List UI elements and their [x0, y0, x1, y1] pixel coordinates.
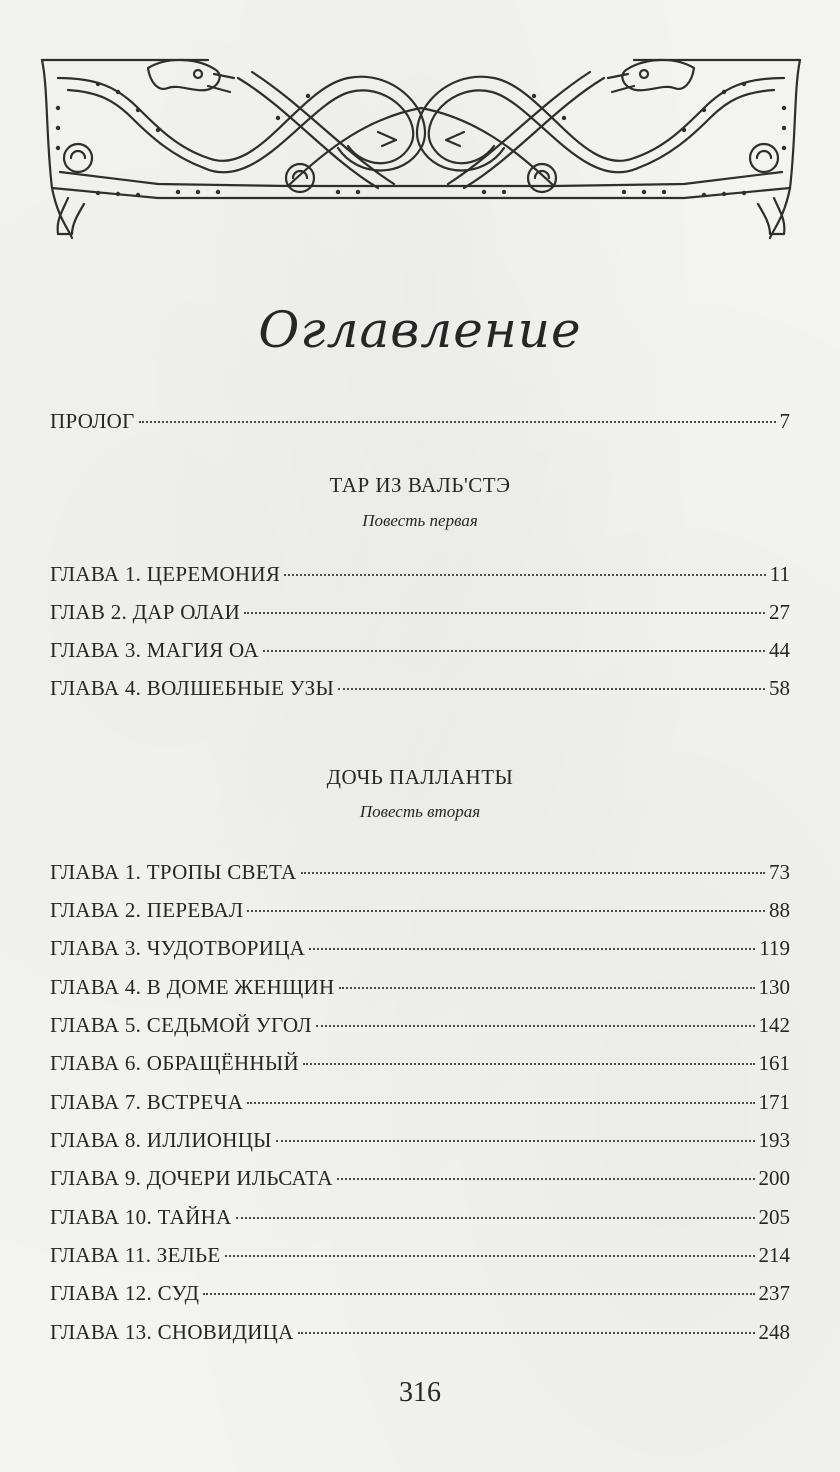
toc-entry-prologue[interactable] [50, 408, 790, 434]
dot-leader [263, 650, 765, 652]
toc-entry-page: 248 [758, 1320, 790, 1344]
toc-entry-page: 27 [769, 600, 790, 624]
toc-entry[interactable] [50, 1050, 790, 1076]
page-number: 316 [399, 1377, 441, 1408]
part-subtitle: Повесть первая [362, 511, 478, 530]
dot-leader [303, 1063, 755, 1065]
toc-entry[interactable] [50, 1012, 790, 1038]
toc-entry-label: ГЛАВА 7. ВСТРЕЧА [50, 1090, 244, 1114]
dot-leader [337, 1178, 755, 1180]
toc-entry-page: 7 [779, 409, 790, 433]
dot-leader [339, 987, 755, 989]
toc-entry[interactable] [50, 637, 790, 663]
toc-entry[interactable] [50, 1089, 790, 1115]
toc-entry-label: ГЛАВА 9. ДОЧЕРИ ИЛЬСАТА [50, 1166, 333, 1190]
toc-entry-label: ГЛАВА 8. ИЛЛИОНЦЫ [50, 1128, 272, 1152]
toc-entry-page: 58 [769, 676, 790, 700]
toc-entry-label: ГЛАВА 4. В ДОМЕ ЖЕНЩИН [50, 975, 335, 999]
celtic-knot-dragons-ornament-icon [38, 48, 804, 244]
dot-leader [247, 1102, 754, 1104]
toc-entry-page: 161 [758, 1051, 790, 1075]
toc-entry-page: 11 [769, 562, 790, 586]
dot-leader [298, 1332, 755, 1334]
toc-entry[interactable] [50, 599, 790, 625]
toc-entry-page: 73 [769, 860, 790, 884]
dot-leader [301, 872, 765, 874]
dot-leader [244, 612, 765, 614]
part-title: ТАР ИЗ ВАЛЬ'СТЭ [329, 473, 511, 497]
toc-entry[interactable] [50, 561, 790, 587]
toc-entry-label: ГЛАВА 3. МАГИЯ ОА [50, 638, 259, 662]
toc-entry-label: ПРОЛОГ [50, 409, 135, 433]
dot-leader [284, 574, 766, 576]
toc-entry-label: ГЛАВА 2. ПЕРЕВАЛ [50, 898, 244, 922]
toc-entry-label: ГЛАВА 10. ТАЙНА [50, 1205, 232, 1229]
toc-entry-page: 130 [758, 975, 790, 999]
dot-leader [247, 910, 765, 912]
dot-leader [203, 1293, 754, 1295]
dot-leader [309, 948, 755, 950]
dot-leader [316, 1025, 755, 1027]
dot-leader [338, 688, 765, 690]
toc-entry-page: 119 [759, 936, 790, 960]
toc-entry-label: ГЛАВ 2. ДАР ОЛАИ [50, 600, 241, 624]
toc-entry-label: ГЛАВА 13. СНОВИДИЦА [50, 1320, 294, 1344]
toc-entry-page: 200 [758, 1166, 790, 1190]
toc-entry-label: ГЛАВА 1. ЦЕРЕМОНИЯ [50, 562, 281, 586]
toc-entry[interactable] [50, 1242, 790, 1268]
toc-entry-page: 44 [769, 638, 790, 662]
toc-entry-label: ГЛАВА 6. ОБРАЩЁННЫЙ [50, 1051, 299, 1075]
toc-entry[interactable] [50, 1204, 790, 1230]
dot-leader [139, 421, 776, 423]
toc-entry-page: 171 [758, 1090, 790, 1114]
toc-entry-page: 88 [769, 898, 790, 922]
toc-entry[interactable] [50, 1165, 790, 1191]
toc-entry-label: ГЛАВА 12. СУД [50, 1281, 200, 1305]
toc-entry-label: ГЛАВА 5. СЕДЬМОЙ УГОЛ [50, 1013, 312, 1037]
part-title: ДОЧЬ ПАЛЛАНТЫ [326, 765, 514, 789]
dot-leader [276, 1140, 755, 1142]
toc-entry[interactable] [50, 974, 790, 1000]
toc-entry[interactable] [50, 935, 790, 961]
dot-leader [236, 1217, 755, 1219]
part-subtitle: Повесть вторая [359, 802, 481, 821]
toc-entry[interactable] [50, 897, 790, 923]
page-title: Оглавление [258, 301, 582, 359]
toc-entry[interactable] [50, 1319, 790, 1345]
toc-entry-page: 193 [758, 1128, 790, 1152]
toc-entry-label: ГЛАВА 4. ВОЛШЕБНЫЕ УЗЫ [50, 676, 335, 700]
toc-entry[interactable] [50, 1127, 790, 1153]
toc-entry-page: 142 [758, 1013, 790, 1037]
dot-leader [225, 1255, 755, 1257]
toc-entry-label: ГЛАВА 11. ЗЕЛЬЕ [50, 1243, 221, 1267]
toc-entry[interactable] [50, 859, 790, 885]
toc-entry-page: 205 [758, 1205, 790, 1229]
toc-entry[interactable] [50, 1280, 790, 1306]
toc-entry-page: 214 [758, 1243, 790, 1267]
toc-entry-page: 237 [758, 1281, 790, 1305]
toc-entry-label: ГЛАВА 3. ЧУДОТВОРИЦА [50, 936, 306, 960]
toc-entry-label: ГЛАВА 1. ТРОПЫ СВЕТА [50, 860, 297, 884]
toc-entry[interactable] [50, 675, 790, 701]
